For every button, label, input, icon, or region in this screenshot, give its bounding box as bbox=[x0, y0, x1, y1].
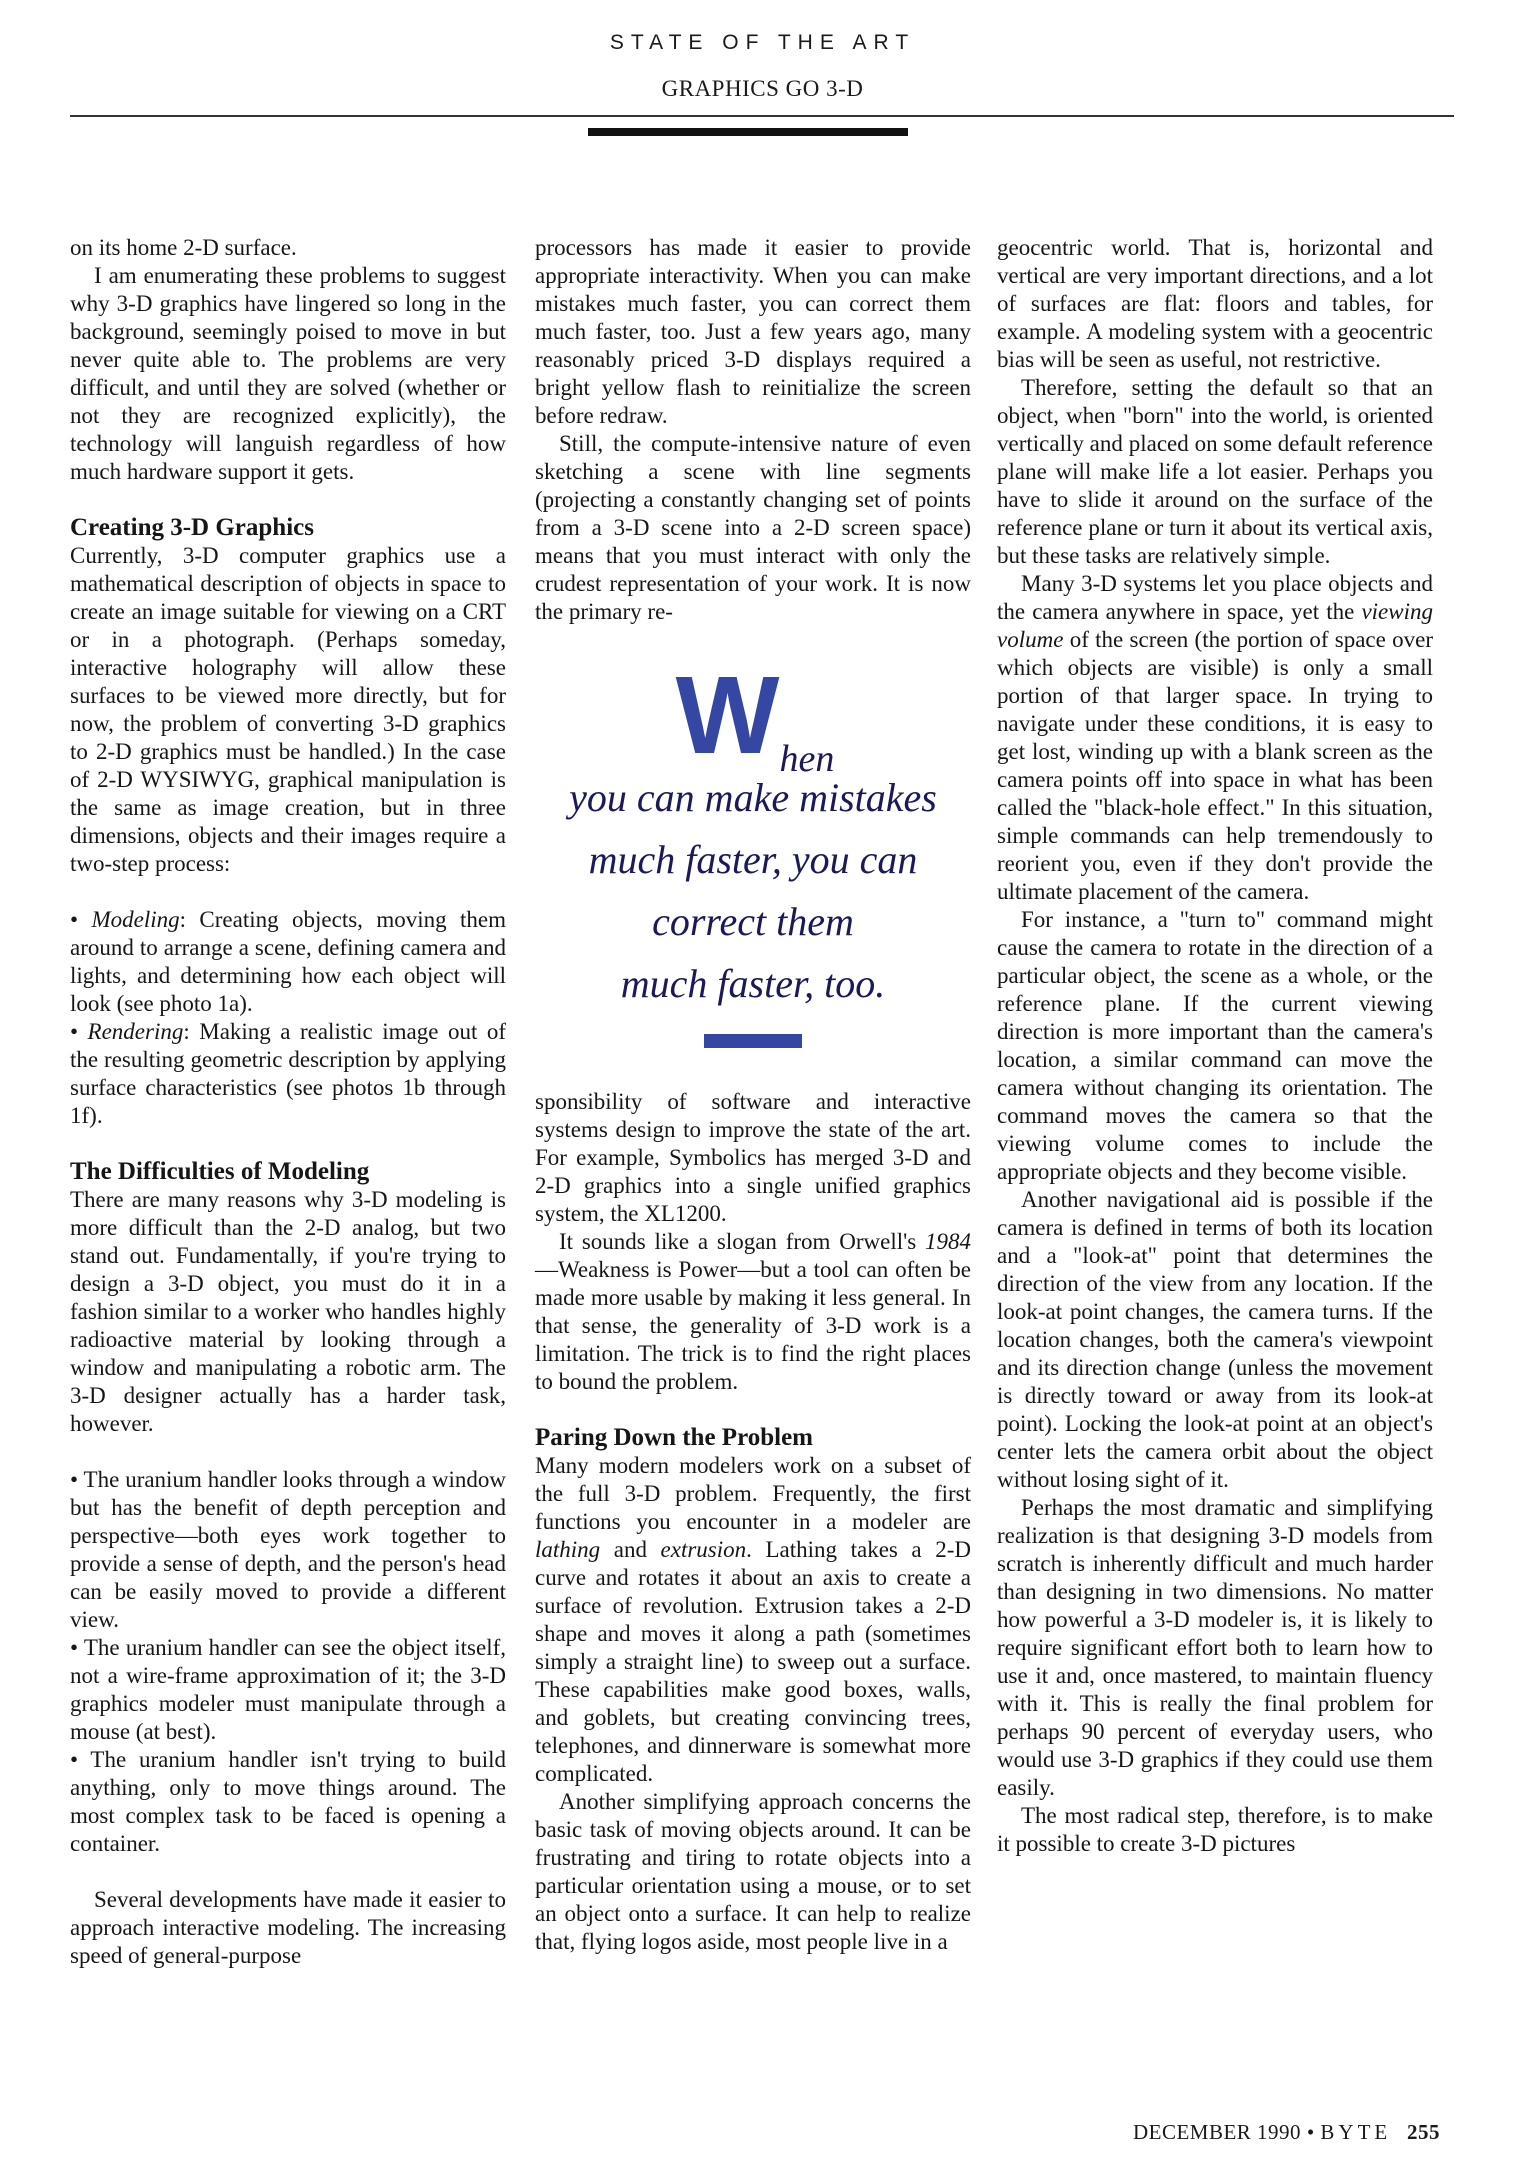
footer-separator: • bbox=[1306, 2120, 1315, 2144]
bullet-item: • Rendering: Making a realistic image out of the resulting geometric description by applying surface characteristics (see photos 1b through 1f). bbox=[70, 1019, 506, 1128]
pull-quote-line: much faster, you can bbox=[588, 837, 918, 882]
paragraph bbox=[535, 1228, 971, 1396]
section-heading: Paring Down the Problem bbox=[535, 1424, 813, 1451]
bullet-text: : Creating objects, moving them around to arrange a scene, defining camera and lights, and determining how each object will look (see photo 1a). bbox=[70, 907, 506, 1016]
text-run: and bbox=[600, 1537, 661, 1562]
term: viewing volume bbox=[997, 599, 1433, 652]
issue-date: DECEMBER 1990 bbox=[1132, 2120, 1302, 2144]
pull-quote-line: correct them bbox=[652, 899, 854, 944]
book-title: 1984 bbox=[925, 1229, 971, 1254]
section-heading: Creating 3-D Graphics bbox=[70, 514, 314, 541]
text-run: Many modern modelers work on a subset of the full 3-D problem. Frequently, the first functions you encounter in a modeler are bbox=[535, 1453, 971, 1534]
column-2 bbox=[535, 234, 971, 1956]
section-kicker: STATE OF THE ART bbox=[609, 31, 916, 54]
drop-initial: W bbox=[675, 654, 776, 777]
text-run: Many 3-D systems let you place objects and the camera anywhere in space, yet the bbox=[997, 571, 1433, 624]
paragraph: For instance, a "turn to" command might cause the camera to rotate in the direction of a particular object, the scene as a whole, or the reference plane. If the current viewing direction is more important than the camera's location, a similar command can move the camera without changing its orientation. The command moves the camera so that the viewing volume comes to include the appropriate objects and they become visible. bbox=[997, 907, 1433, 1184]
running-title: GRAPHICS GO 3-D bbox=[661, 76, 864, 101]
page-footer bbox=[1040, 2120, 1440, 2145]
paragraph: Another navigational aid is possible if the camera is defined in terms of both its location and a "look-at" point that determines the direction of the view from any location. If the look-at point changes, the camera turns. If the location changes, both the camera's viewpoint and its direction change (unless the movement is directly toward or away from its look-at point). Locking the look-at point at an object's center lets the camera orbit about the object without losing sight of it. bbox=[997, 1187, 1433, 1492]
column-3 bbox=[997, 234, 1433, 1858]
term: lathing bbox=[535, 1537, 601, 1562]
text-run: . Lathing takes a 2-D curve and rotates it about an axis to create a surface of revolution. Extrusion takes a 2-D shape and moves it along a path (sometimes simply a straight line) to sweep out a surface. These capabilities make good boxes, walls, and goblets, but creating convincing trees, telephones, and dinnerware is somewhat more complicated. bbox=[535, 1537, 971, 1786]
page-number: 255 bbox=[1407, 2120, 1440, 2144]
header-accent-bar bbox=[588, 128, 908, 136]
paragraph: geocentric world. That is, horizontal and vertical are very important directions, and a lot of surfaces are flat: floors and tables, for example. A modeling system with a geocentric bias will be seen as useful, not restrictive. bbox=[997, 235, 1433, 372]
pull-quote-word: hen bbox=[779, 738, 835, 780]
paragraph: Several developments have made it easier to approach interactive modeling. The increasing speed of general-purpose bbox=[70, 1887, 506, 1968]
magazine-name: BYTE bbox=[1320, 2120, 1392, 2144]
pull-quote bbox=[535, 654, 971, 1048]
paragraph: processors has made it easier to provide appropriate interactivity. When you can make mistakes much faster, you can correct them much faster, too. Just a few years ago, many reasonably priced 3-D displays required a bright yellow flash to reinitialize the screen before redraw. bbox=[535, 235, 971, 428]
paragraph: Therefore, setting the default so that an object, when "born" into the world, is oriented vertically and placed on some default reference plane will make life a lot easier. Perhaps you have to slide it around on the surface of the reference plane or turn it about its vertical axis, but these tasks are relatively simple. bbox=[997, 375, 1433, 568]
bullet-item: • The uranium handler looks through a window but has the benefit of depth perception and perspective—both eyes work together to provide a sense of depth, and the person's head can be easily moved to provide a different view. bbox=[70, 1467, 506, 1632]
text-run: —Weakness is Power—but a tool can often be made more usable by making it less general. In that sense, the generality of 3-D work is a limitation. The trick is to find the right places to bound the problem. bbox=[535, 1257, 971, 1394]
text-run: of the screen (the portion of space over which objects are visible) is only a small portion of that larger space. In trying to navigate under these conditions, it is easy to get lost, winding up with a blank screen as the camera points off into space in what has been called the "black-hole effect." In this situation, simple commands can help tremendously to reorient you, even if they don't provide the ultimate placement of the camera. bbox=[997, 627, 1433, 904]
paragraph: The most radical step, therefore, is to make it possible to create 3-D pictures bbox=[997, 1803, 1433, 1856]
paragraph: I am enumerating these problems to suggest why 3-D graphics have lingered so long in the background, seemingly poised to move in but never quite able to. The problems are very difficult, and until they are solved (whether or not they are recognized explicitly), the technology will languish regardless of how much hardware support it gets. bbox=[70, 263, 506, 484]
column-1 bbox=[70, 234, 506, 1970]
bullet-item: • Modeling: Creating objects, moving them around to arrange a scene, defining camera and lights, and determining how each object will look (see photo 1a). bbox=[70, 907, 506, 1016]
paragraph bbox=[997, 570, 1433, 906]
text-run: It sounds like a slogan from Orwell's bbox=[559, 1229, 925, 1254]
bullet-term: Modeling bbox=[91, 907, 180, 932]
paragraph: There are many reasons why 3-D modeling is more difficult than the 2-D analog, but two stand out. Fundamentally, if you're trying to design a 3-D object, you must do it in a fashion similar to a worker who handles highly radioactive material by looking through a window and manipulating a robotic arm. The 3-D designer actually has a harder task, however. bbox=[70, 1187, 506, 1436]
pull-quote-opening bbox=[535, 654, 971, 780]
pull-quote-line: you can make mistakes bbox=[569, 775, 937, 820]
bullet-item: • The uranium handler can see the object itself, not a wire-frame approximation of it; the 3-D graphics modeler must manipulate through a mouse (at best). bbox=[70, 1635, 506, 1744]
bullet-text: : Making a realistic image out of the resulting geometric description by applying surface characteristics (see photos 1b through 1f). bbox=[70, 1019, 506, 1128]
term: extrusion bbox=[660, 1537, 747, 1562]
pull-quote-bar bbox=[704, 1034, 802, 1048]
section-heading: The Difficulties of Modeling bbox=[70, 1158, 370, 1185]
header-rule bbox=[70, 115, 1454, 117]
paragraph bbox=[535, 1452, 971, 1788]
paragraph: Still, the compute-intensive nature of even sketching a scene with line segments (projecting a constantly changing set of points from a 3-D scene into a 2-D screen space) means that you must interact with only the crudest representation of your work. It is now the primary re- bbox=[535, 431, 971, 624]
paragraph: sponsibility of software and interactive systems design to improve the state of the art. For example, Symbolics has merged 3-D and 2-D graphics into a single unified graphics system, the XL1200. bbox=[535, 1089, 971, 1226]
bullet-item: • The uranium handler isn't trying to build anything, only to move things around. The most complex task to be faced is opening a container. bbox=[70, 1747, 506, 1856]
paragraph: Perhaps the most dramatic and simplifying realization is that designing 3-D models from scratch is inherently difficult and much harder than designing in two dimensions. No matter how powerful a 3-D modeler is, it is likely to require significant effort both to learn how to use it and, once mastered, to maintain fluency with it. This is really the final problem for perhaps 90 percent of everyday users, who would use 3-D graphics if they could use them easily. bbox=[997, 1495, 1433, 1800]
paragraph: Currently, 3-D computer graphics use a mathematical description of objects in space to create an image suitable for viewing on a CRT or in a photograph. (Perhaps someday, interactive holography will allow these surfaces to be viewed more directly, but for now, the problem of converting 3-D graphics to 2-D graphics must be handled.) In the case of 2-D WYSIWYG, graphical manipulation is the same as image creation, but in three dimensions, objects and their images require a two-step process: bbox=[70, 543, 506, 876]
paragraph: on its home 2-D surface. bbox=[70, 235, 297, 260]
bullet-term: Rendering bbox=[87, 1019, 184, 1044]
paragraph: Another simplifying approach concerns the basic task of moving objects around. It can be frustrating and tiring to rotate objects into a particular orientation using a mouse, or to set an object onto a surface. It can help to realize that, flying logos aside, most people live in a bbox=[535, 1789, 971, 1954]
pull-quote-line: much faster, too. bbox=[620, 961, 886, 1006]
